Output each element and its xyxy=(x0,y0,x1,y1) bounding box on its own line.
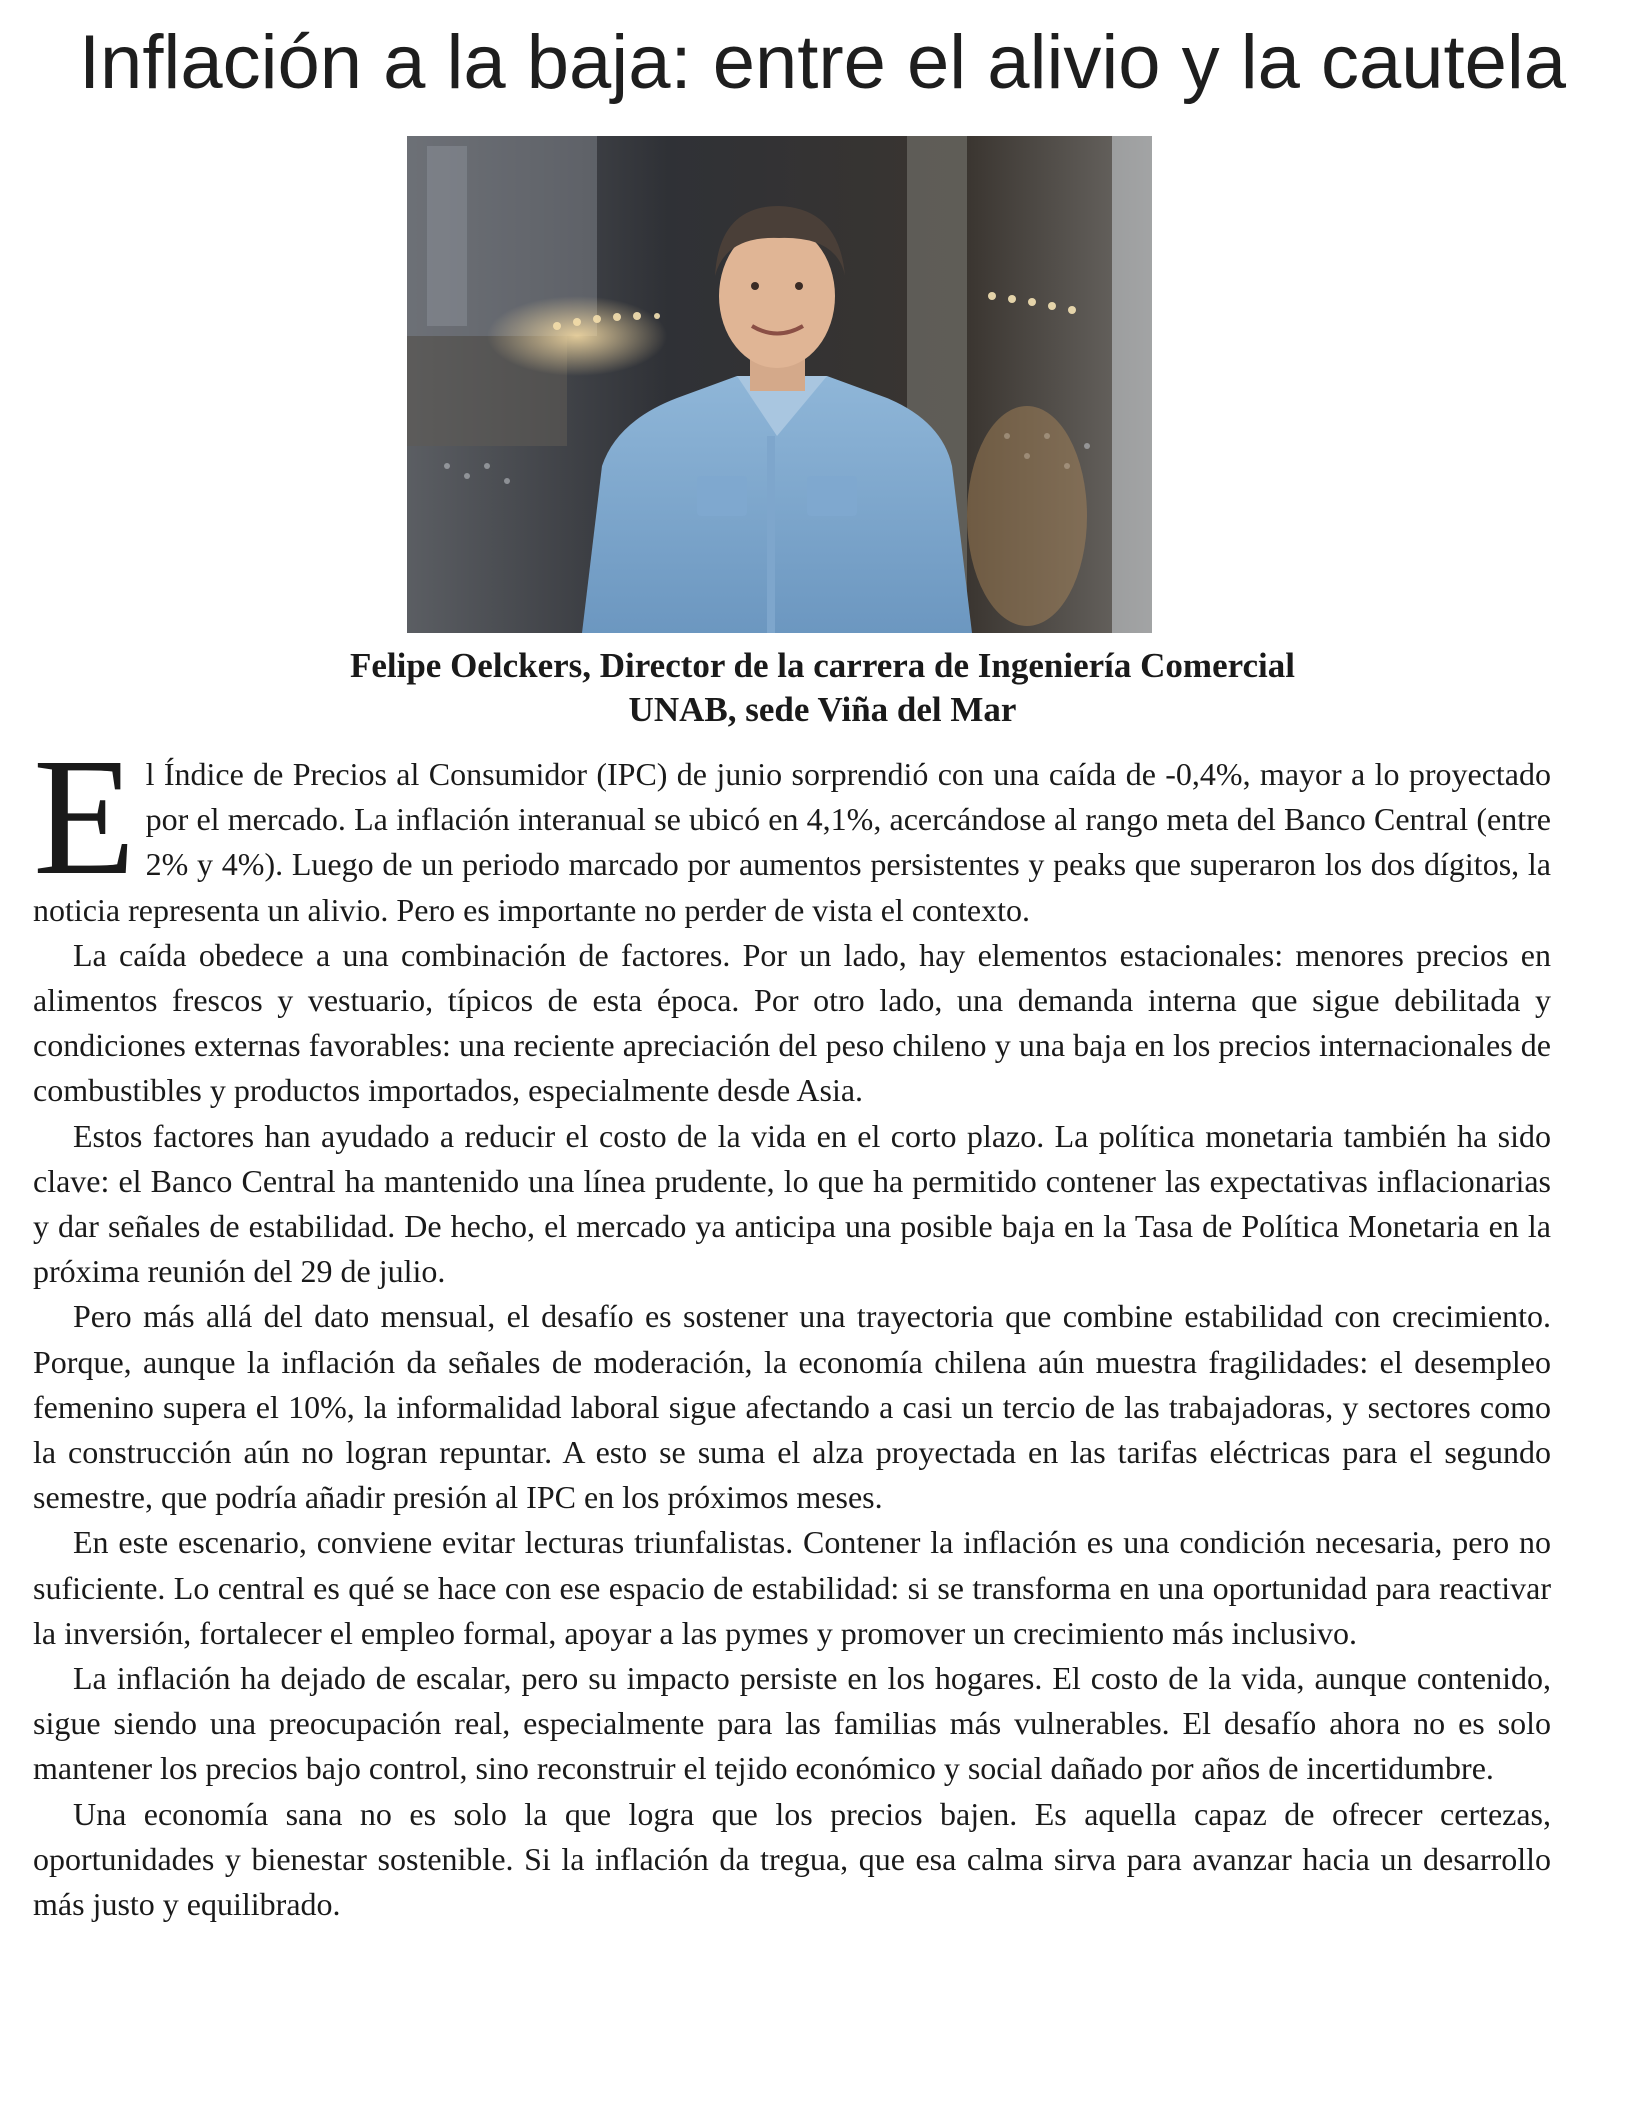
article-paragraph-7: Una economía sana no es solo la que logra que los precios bajen. Es aquella capaz de ofrecer certezas, oportunidades y bienestar sostenible. Si la inflación da tregua, que esa calma sirva para avanzar hacia un desarrollo más justo y equilibrado. xyxy=(33,1795,1551,1923)
article-paragraph-4: Pero más allá del dato mensual, el desafío es sostener una trayectoria que combine estabilidad con crecimiento. Porque, aunque la inflación da señales de moderación, la economía chilena aún muestra fragilidades: el desempleo femenino supera el 10%, la informalidad laboral sigue afectando a casi un tercio de las trabajadoras, y sectores como la construcción aún no logran repuntar. A esto se suma el alza proyectada en las tarifas eléctricas para el segundo semestre, que podría añadir presión al IPC en los próximos meses. xyxy=(33,1298,1551,1516)
article-body xyxy=(33,724,1551,1927)
article-paragraph-2: La caída obedece a una combinación de factores. Por un lado, hay elementos estacionales: menores precios en alimentos frescos y vestuario, típicos de esta época. Por otro lado, una demanda interna que sigue debilitada y condiciones externas favorables: una reciente apreciación del peso chileno y una baja en los precios internacionales de combustibles y productos importados, especialmente desde Asia. xyxy=(33,936,1551,1109)
article-paragraph-5: En este escenario, conviene evitar lecturas triunfalistas. Contener la inflación es una condición necesaria, pero no suficiente. Lo central es qué se hace con ese espacio de estabilidad: si se transforma en una oportunidad para reactivar la inversión, fortalecer el empleo formal, apoyar a las pymes y promover un crecimiento más inclusivo. xyxy=(33,1524,1551,1651)
portrait-photo xyxy=(407,136,1152,633)
article-paragraph-6: La inflación ha dejado de escalar, pero su impacto persiste en los hogares. El costo de la vida, aunque contenido, sigue siendo una preocupación real, especialmente para las familias más vulnerables. El desafío ahora no es solo mantener los precios bajo control, sino reconstruir el tejido económico y social dañado por años de incertidumbre. xyxy=(33,1660,1551,1787)
article-paragraph-3: Estos factores han ayudado a reducir el costo de la vida en el corto plazo. La política monetaria también ha sido clave: el Banco Central ha mantenido una línea prudente, lo que ha permitido contener las expectativas inflacionarias y dar señales de estabilidad. De hecho, el mercado ya anticipa una posible baja en la Tasa de Política Monetaria en la próxima reunión del 29 de julio. xyxy=(33,1117,1551,1290)
drop-cap: E xyxy=(33,724,136,910)
photo-caption xyxy=(0,644,1645,732)
caption-affiliation: UNAB, sede Viña del Mar xyxy=(628,690,1017,729)
article-headline: Inflación a la baja: entre el alivio y la cautela xyxy=(78,20,1567,105)
article-paragraph-1 xyxy=(33,724,1551,933)
caption-name-role: Felipe Oelckers, Director de la carrera de Ingeniería Comercial xyxy=(349,646,1296,685)
paragraph-text: l Índice de Precios al Consumidor (IPC) de junio sorprendió con una caída de -0,4%, mayor a lo proyectado por el mercado. La inflación interanual se ubicó en 4,1%, acercándose al rango meta del Banco Central (entre 2% y 4%). Luego de un periodo marcado por aumentos persistentes y peaks que superaron los dos dígitos, la noticia representa un alivio. Pero es importante no perder de vista el contexto. xyxy=(33,756,1551,928)
